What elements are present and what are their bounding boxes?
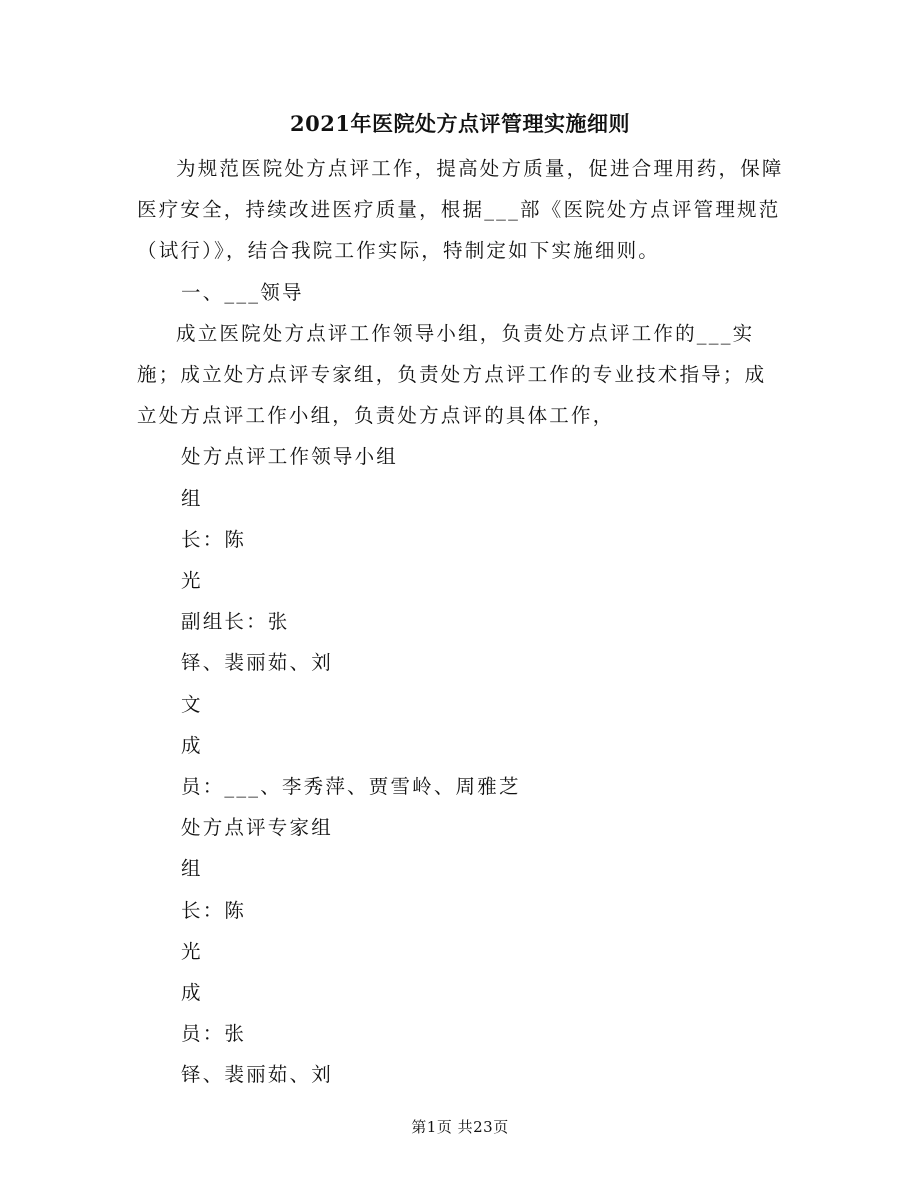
text-line: 组	[181, 857, 203, 881]
text-line: 铎、裴丽茹、刘	[181, 651, 333, 675]
text-line: 长：陈	[181, 527, 247, 551]
document-title: 2021年医院处方点评管理实施细则	[290, 111, 630, 136]
intro-paragraph: 为规范医院处方点评工作，提高处方质量，促进合理用药，保障医疗安全，持续改进医疗质量，根据___部《医院处方点评管理规范（试行）》，结合我院工作实际，特制定如下实施细则。	[137, 157, 784, 263]
section-heading: 一、___领导	[181, 280, 304, 304]
text-line: 员：___、李秀萍、贾雪岭、周雅芝	[181, 775, 521, 799]
text-line: 组	[181, 486, 203, 510]
section-paragraph: 成立医院处方点评工作领导小组，负责处方点评工作的___实施；成立处方点评专家组，负责处方点评工作的专业技术指导；成立处方点评工作小组，负责处方点评的具体工作，	[137, 321, 767, 428]
page-footer: 第1页 共23页	[411, 1118, 509, 1136]
text-line: 处方点评专家组	[181, 816, 333, 840]
text-line: 光	[181, 569, 203, 593]
text-line: 成	[181, 981, 203, 1005]
text-line: 文	[181, 692, 203, 716]
document-body	[137, 148, 787, 1096]
text-line: 铎、裴丽茹、刘	[181, 1063, 333, 1087]
text-line: 长：陈	[181, 898, 247, 922]
text-line: 副组长：张	[181, 610, 290, 634]
text-line: 员：张	[181, 1022, 247, 1046]
text-line: 成	[181, 733, 203, 757]
text-line: 光	[181, 939, 203, 963]
text-line: 处方点评工作领导小组	[181, 445, 399, 469]
